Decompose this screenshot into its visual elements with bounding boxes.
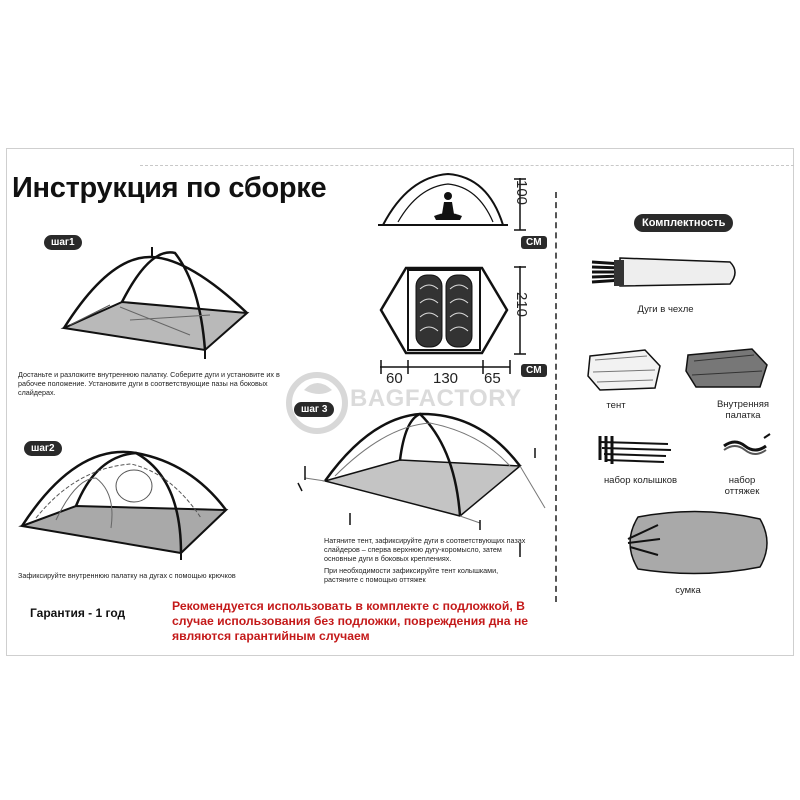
kit-item-guy-lines: набор оттяжек — [724, 475, 760, 497]
width-left-value: 60 — [386, 370, 403, 387]
tent-side-view — [378, 172, 508, 232]
tent-top-view — [378, 265, 510, 357]
step-1-badge: шаг1 — [44, 235, 82, 250]
step-2-badge: шаг2 — [24, 441, 62, 456]
width-mid-value: 130 — [433, 370, 459, 387]
page-title: Инструкция по сборке — [12, 172, 327, 204]
warranty-text: Гарантия - 1 год — [30, 606, 126, 620]
kit-item-bag: сумка — [675, 585, 701, 596]
poles-in-case-icon — [590, 252, 740, 294]
rainfly-icon — [585, 348, 665, 393]
height-unit: CM — [521, 236, 547, 249]
column-divider — [555, 192, 557, 602]
watermark-text: BAGFACTORY — [350, 385, 522, 412]
watermark-logo-icon — [282, 368, 352, 438]
kit-item-poles: Дуги в чехле — [637, 304, 694, 315]
step-3-text-2: При необходимости зафиксируйте тент колышками, растяните с помощью оттяжек — [324, 566, 499, 584]
guy-lines-icon — [720, 432, 770, 462]
step-1-tent-illustration — [40, 245, 270, 365]
height-value: 100 — [513, 180, 530, 206]
step-2-text: Зафиксируйте внутреннюю палатку на дугах с помощью крючков — [18, 571, 236, 580]
width-right-value: 65 — [484, 370, 501, 387]
inner-tent-icon — [682, 345, 772, 390]
length-value: 210 — [513, 292, 530, 318]
carry-bag-icon — [620, 505, 775, 580]
step-3-text: Натяните тент, зафиксируйте дуги в соответствующих пазах слайдеров – сперва верхнюю дугу-коромысло, затем основные дуги в боковых креплениях. — [324, 536, 526, 563]
kit-item-rainfly: тент — [606, 400, 626, 411]
pegs-set-icon — [596, 432, 676, 468]
warning-text: Рекомендуется использовать в комплекте с подложкой, В случае использования без подложки, повреждения дна не являются гарантийным случаем — [172, 599, 529, 643]
kit-header: Комплектность — [634, 214, 733, 232]
kit-item-pegs: набор колышков — [603, 475, 678, 486]
kit-item-inner-tent: Внутренняя палатка — [716, 399, 770, 421]
step-1-text: Достаньте и разложите внутреннюю палатку. Соберите дуги и установите их в рабочее положение. Установите дуги в соответствующие пазы на боковых слайдерах. — [18, 370, 280, 397]
step-2-tent-illustration — [16, 448, 241, 563]
top-divider — [140, 165, 794, 166]
length-unit: CM — [521, 364, 547, 377]
step-3-badge: шаг 3 — [294, 402, 334, 417]
